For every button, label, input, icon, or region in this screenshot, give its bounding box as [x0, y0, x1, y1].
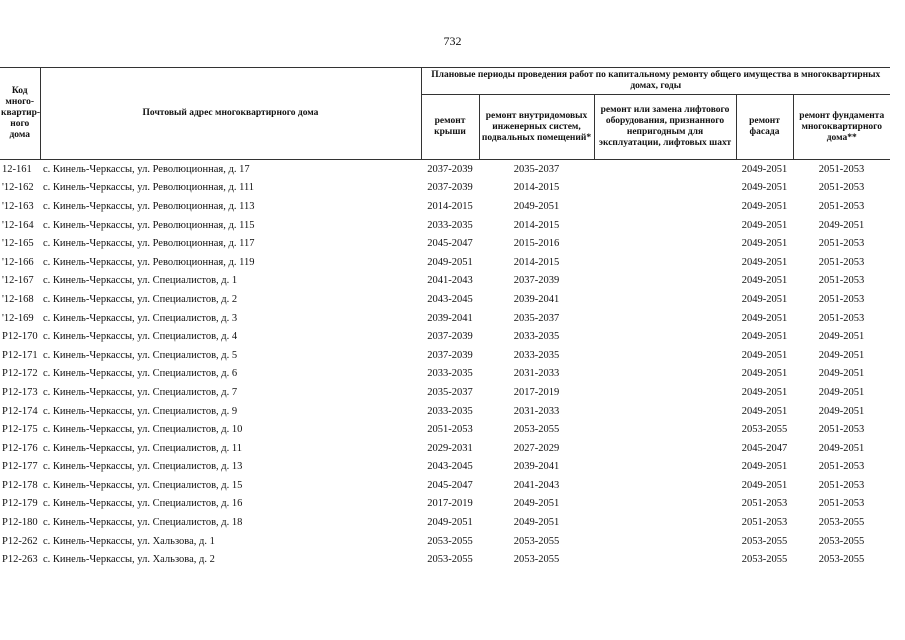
- row-systems-period: 2015-2016: [513, 238, 560, 250]
- row-address: с. Кинель-Черкассы, ул. Революционная, д. 117: [43, 238, 255, 250]
- row-systems-period: 2049-2051: [513, 200, 560, 212]
- row-foundation-period: 2051-2053: [818, 312, 865, 324]
- table-header: [0, 68, 890, 160]
- row-code: '12-164: [2, 219, 34, 231]
- row-address: с. Кинель-Черкассы, ул. Специалистов, д. 9: [43, 405, 238, 417]
- row-facade-period: 2049-2051: [741, 219, 788, 231]
- row-address: с. Кинель-Черкассы, ул. Хальзова, д. 2: [43, 554, 215, 566]
- row-facade-period: 2053-2055: [741, 424, 788, 436]
- row-roof-period: 2053-2055: [427, 535, 473, 547]
- table-row: [0, 160, 890, 179]
- row-foundation-period: 2051-2053: [818, 479, 865, 491]
- row-facade-period: 2049-2051: [741, 312, 788, 324]
- row-address: с. Кинель-Черкассы, ул. Специалистов, д. 6: [43, 368, 238, 380]
- header-address: Почтовый адрес многоквартирного дома: [40, 68, 421, 160]
- row-elevator-period: [594, 550, 736, 569]
- table-body: [0, 160, 890, 570]
- row-elevator-period: [594, 383, 736, 402]
- row-foundation-period: 2049-2051: [818, 349, 865, 361]
- row-code: P12-174: [2, 405, 38, 417]
- row-roof-period: 2043-2045: [427, 461, 473, 473]
- row-code: '12-165: [2, 238, 34, 250]
- row-code: P12-176: [2, 442, 38, 454]
- row-roof-period: 2017-2019: [427, 498, 473, 510]
- row-address: с. Кинель-Черкассы, ул. Специалистов, д. 18: [43, 517, 243, 529]
- table-row: [0, 290, 890, 309]
- header-facade: ремонт фасада: [736, 95, 793, 160]
- table-row: [0, 309, 890, 328]
- row-systems-period: 2033-2035: [513, 349, 560, 361]
- row-code: P12-171: [2, 349, 38, 361]
- row-facade-period: 2049-2051: [741, 256, 788, 268]
- row-code: P12-172: [2, 368, 38, 380]
- row-address: с. Кинель-Черкассы, ул. Революционная, д. 17: [43, 163, 250, 175]
- row-elevator-period: [594, 272, 736, 291]
- row-elevator-period: [594, 179, 736, 198]
- row-address: с. Кинель-Черкассы, ул. Специалистов, д. 3: [43, 312, 238, 324]
- row-systems-period: 2027-2029: [513, 442, 560, 454]
- row-roof-period: 2051-2053: [427, 424, 473, 436]
- header-periods: Плановые периоды проведения работ по капитальному ремонту общего имущества в многоквартирных домах, годы: [421, 68, 890, 95]
- row-elevator-period: [594, 365, 736, 384]
- header-elevator: ремонт или замена лифтового оборудования, признанного непригодным для эксплуатации, лифтовых шахт: [594, 95, 736, 160]
- row-foundation-period: 2049-2051: [818, 219, 865, 231]
- row-foundation-period: 2051-2053: [818, 275, 865, 287]
- row-systems-period: 2014-2015: [513, 219, 560, 231]
- row-address: с. Кинель-Черкассы, ул. Специалистов, д. 15: [43, 479, 243, 491]
- table-row: [0, 513, 890, 532]
- row-systems-period: 2035-2037: [513, 163, 560, 175]
- row-foundation-period: 2049-2051: [818, 368, 865, 380]
- page-number: 732: [443, 34, 462, 48]
- row-roof-period: 2041-2043: [427, 275, 473, 287]
- row-foundation-period: 2051-2053: [818, 182, 865, 194]
- row-elevator-period: [594, 160, 736, 179]
- row-facade-period: 2049-2051: [741, 405, 788, 417]
- row-code: '12-163: [2, 200, 34, 212]
- header-foundation: ремонт фундамента многоквартирного дома**: [793, 95, 890, 160]
- row-code: P12-173: [2, 386, 38, 398]
- row-systems-period: 2031-2033: [513, 405, 560, 417]
- row-address: с. Кинель-Черкассы, ул. Специалистов, д. 4: [43, 331, 238, 343]
- row-systems-period: 2049-2051: [513, 517, 560, 529]
- row-roof-period: 2029-2031: [427, 442, 473, 454]
- row-foundation-period: 2051-2053: [818, 498, 865, 510]
- row-facade-period: 2049-2051: [741, 331, 788, 343]
- row-roof-period: 2033-2035: [427, 219, 473, 231]
- row-address: с. Кинель-Черкассы, ул. Революционная, д. 119: [43, 256, 255, 268]
- row-roof-period: 2053-2055: [427, 554, 473, 566]
- table-row: [0, 272, 890, 291]
- row-roof-period: 2049-2051: [427, 517, 473, 529]
- row-systems-period: 2053-2055: [513, 554, 560, 566]
- row-elevator-period: [594, 346, 736, 365]
- row-roof-period: 2035-2037: [427, 386, 473, 398]
- row-foundation-period: 2053-2055: [818, 517, 865, 529]
- row-roof-period: 2033-2035: [427, 368, 473, 380]
- row-facade-period: 2049-2051: [741, 368, 788, 380]
- row-elevator-period: [594, 290, 736, 309]
- row-code: P12-170: [2, 331, 38, 343]
- row-roof-period: 2045-2047: [427, 238, 473, 250]
- row-elevator-period: [594, 476, 736, 495]
- table-row: [0, 439, 890, 458]
- row-elevator-period: [594, 532, 736, 551]
- row-roof-period: 2037-2039: [427, 331, 473, 343]
- row-systems-period: 2039-2041: [513, 293, 560, 305]
- table-row: [0, 458, 890, 477]
- row-foundation-period: 2049-2051: [818, 331, 865, 343]
- row-facade-period: 2051-2053: [741, 498, 788, 510]
- row-address: с. Кинель-Черкассы, ул. Специалистов, д. 11: [43, 442, 242, 454]
- row-elevator-period: [594, 327, 736, 346]
- row-address: с. Кинель-Черкассы, ул. Революционная, д. 115: [43, 219, 255, 231]
- row-address: с. Кинель-Черкассы, ул. Революционная, д. 111: [43, 182, 255, 194]
- row-code: '12-168: [2, 293, 34, 305]
- row-elevator-period: [594, 234, 736, 253]
- row-elevator-period: [594, 439, 736, 458]
- row-facade-period: 2049-2051: [741, 182, 788, 194]
- row-elevator-period: [594, 197, 736, 216]
- row-foundation-period: 2051-2053: [818, 293, 865, 305]
- row-facade-period: 2049-2051: [741, 386, 788, 398]
- row-foundation-period: 2053-2055: [818, 554, 865, 566]
- row-roof-period: 2039-2041: [427, 312, 473, 324]
- row-systems-period: 2014-2015: [513, 182, 560, 194]
- row-roof-period: 2037-2039: [427, 349, 473, 361]
- row-address: с. Кинель-Черкассы, ул. Хальзова, д. 1: [43, 535, 215, 547]
- row-roof-period: 2037-2039: [427, 182, 473, 194]
- row-systems-period: 2033-2035: [513, 331, 560, 343]
- table-row: [0, 346, 890, 365]
- row-foundation-period: 2049-2051: [818, 386, 865, 398]
- row-elevator-period: [594, 253, 736, 272]
- table-row: [0, 420, 890, 439]
- row-elevator-period: [594, 309, 736, 328]
- row-facade-period: 2049-2051: [741, 238, 788, 250]
- table-row: [0, 402, 890, 421]
- row-foundation-period: 2051-2053: [818, 238, 865, 250]
- row-foundation-period: 2049-2051: [818, 405, 865, 417]
- row-systems-period: 2035-2037: [513, 312, 560, 324]
- row-elevator-period: [594, 495, 736, 514]
- row-systems-period: 2053-2055: [513, 535, 560, 547]
- row-code: '12-166: [2, 256, 34, 268]
- row-foundation-period: 2051-2053: [818, 424, 865, 436]
- row-code: P12-263: [2, 554, 38, 566]
- table-row: [0, 216, 890, 235]
- row-code: '12-169: [2, 312, 34, 324]
- header-systems: ремонт внутридомовых инженерных систем, подвальных помещений*: [479, 95, 594, 160]
- row-systems-period: 2041-2043: [513, 479, 560, 491]
- row-foundation-period: 2053-2055: [818, 535, 865, 547]
- row-systems-period: 2014-2015: [513, 256, 560, 268]
- row-code: '12-162: [2, 182, 34, 194]
- table-row: [0, 532, 890, 551]
- row-facade-period: 2053-2055: [741, 554, 788, 566]
- row-code: P12-177: [2, 461, 38, 473]
- row-roof-period: 2014-2015: [427, 200, 473, 212]
- row-elevator-period: [594, 216, 736, 235]
- row-systems-period: 2049-2051: [513, 498, 560, 510]
- row-roof-period: 2049-2051: [427, 256, 473, 268]
- header-roof: ремонт крыши: [421, 95, 479, 160]
- row-address: с. Кинель-Черкассы, ул. Специалистов, д. 7: [43, 386, 238, 398]
- row-foundation-period: 2051-2053: [818, 163, 865, 175]
- row-roof-period: 2033-2035: [427, 405, 473, 417]
- row-elevator-period: [594, 513, 736, 532]
- capital-repair-table: [0, 67, 890, 569]
- row-facade-period: 2051-2053: [741, 517, 788, 529]
- row-address: с. Кинель-Черкассы, ул. Специалистов, д. 1: [43, 275, 238, 287]
- row-roof-period: 2045-2047: [427, 479, 473, 491]
- row-systems-period: 2039-2041: [513, 461, 560, 473]
- table-row: [0, 179, 890, 198]
- row-code: '12-167: [2, 275, 34, 287]
- row-code: P12-179: [2, 498, 38, 510]
- table-row: [0, 383, 890, 402]
- row-systems-period: 2037-2039: [513, 275, 560, 287]
- row-address: с. Кинель-Черкассы, ул. Специалистов, д. 16: [43, 498, 243, 510]
- row-elevator-period: [594, 420, 736, 439]
- row-elevator-period: [594, 458, 736, 477]
- row-facade-period: 2049-2051: [741, 479, 788, 491]
- row-facade-period: 2049-2051: [741, 200, 788, 212]
- row-foundation-period: 2051-2053: [818, 256, 865, 268]
- table-row: [0, 476, 890, 495]
- row-foundation-period: 2049-2051: [818, 442, 865, 454]
- row-address: с. Кинель-Черкассы, ул. Революционная, д. 113: [43, 200, 255, 212]
- header-code: Код много-квартир-ного дома: [0, 68, 40, 160]
- table-row: [0, 253, 890, 272]
- row-facade-period: 2053-2055: [741, 535, 788, 547]
- row-facade-period: 2049-2051: [741, 461, 788, 473]
- row-address: с. Кинель-Черкассы, ул. Специалистов, д. 10: [43, 424, 243, 436]
- table-row: [0, 550, 890, 569]
- row-address: с. Кинель-Черкассы, ул. Специалистов, д. 2: [43, 293, 238, 305]
- row-facade-period: 2049-2051: [741, 163, 788, 175]
- row-address: с. Кинель-Черкассы, ул. Специалистов, д. 13: [43, 461, 243, 473]
- table-row: [0, 365, 890, 384]
- row-code: P12-262: [2, 535, 38, 547]
- table-row: [0, 197, 890, 216]
- row-systems-period: 2053-2055: [513, 424, 560, 436]
- row-systems-period: 2031-2033: [513, 368, 560, 380]
- row-facade-period: 2049-2051: [741, 275, 788, 287]
- row-code: 12-161: [2, 163, 32, 175]
- row-code: P12-175: [2, 424, 38, 436]
- table-row: [0, 495, 890, 514]
- row-facade-period: 2045-2047: [741, 442, 788, 454]
- table-row: [0, 327, 890, 346]
- row-roof-period: 2037-2039: [427, 163, 473, 175]
- row-roof-period: 2043-2045: [427, 293, 473, 305]
- row-address: с. Кинель-Черкассы, ул. Специалистов, д. 5: [43, 349, 238, 361]
- row-foundation-period: 2051-2053: [818, 461, 865, 473]
- row-facade-period: 2049-2051: [741, 349, 788, 361]
- table-row: [0, 234, 890, 253]
- row-code: P12-178: [2, 479, 38, 491]
- row-code: P12-180: [2, 517, 38, 529]
- row-systems-period: 2017-2019: [513, 386, 560, 398]
- row-elevator-period: [594, 402, 736, 421]
- row-facade-period: 2049-2051: [741, 293, 788, 305]
- row-foundation-period: 2051-2053: [818, 200, 865, 212]
